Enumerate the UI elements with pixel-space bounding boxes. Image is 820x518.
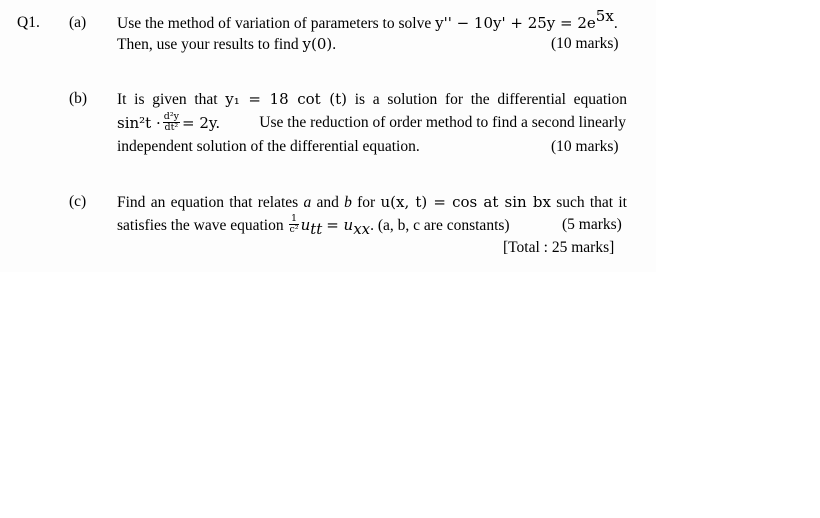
part-c-and: and: [316, 194, 339, 211]
part-c-line2: [117, 212, 510, 239]
part-a-equation: y'' − 10y' + 25y = 2e: [435, 14, 596, 32]
part-c-line1: [117, 192, 627, 213]
part-a-marks: (10 marks): [551, 35, 619, 52]
part-c-constants: . (a, b, c are constants): [370, 217, 510, 234]
part-a-line2: [117, 34, 336, 55]
part-a-line1: [117, 6, 618, 34]
part-b-frac-den: dt²: [164, 121, 179, 133]
part-c-frac-num: 1: [291, 212, 298, 224]
part-a-line2-math: y(0): [302, 35, 333, 53]
part-a-period: .: [613, 15, 618, 32]
part-b-text-1: It is given that: [117, 91, 218, 108]
part-c-text-2: such that it: [556, 194, 627, 211]
part-c-sub-tt: tt: [310, 220, 323, 239]
part-c-var-b: b: [344, 194, 352, 211]
part-c-line2-text: satisfies the wave equation: [117, 217, 284, 234]
part-c-fraction: [289, 214, 298, 235]
part-b-sin-term: sin²t ·: [117, 114, 161, 132]
part-b-derivative: [163, 112, 180, 133]
question-number: Q1.: [17, 14, 40, 31]
part-a-text: Use the method of variation of parameters to solve: [117, 15, 432, 32]
part-c-text-1: Find an equation that relates: [117, 194, 299, 211]
part-c-label: (c): [69, 193, 87, 210]
part-a-label: (a): [69, 14, 87, 31]
part-c-eq: = u: [326, 216, 354, 234]
total-marks: [Total : 25 marks]: [503, 239, 615, 256]
part-b-math-y1: y₁ = 18 cot (t): [225, 90, 347, 108]
part-c-function: u(x, t) = cos at sin bx: [380, 193, 551, 211]
part-a-exponent: 5x: [595, 6, 614, 25]
part-b-line1: [117, 89, 627, 110]
part-b-line3: independent solution of the differential equation.: [117, 138, 420, 155]
part-b-label: (b): [69, 90, 88, 107]
part-b-rhs: = 2y.: [182, 114, 221, 132]
part-c-u: u: [300, 216, 311, 234]
part-b-line2: [117, 110, 626, 135]
part-a-line2-text: Then, use your results to find: [117, 36, 299, 53]
part-b-line2-text: Use the reduction of order method to find a second linearly: [259, 114, 626, 131]
part-c-frac-den: c²: [289, 223, 299, 235]
part-b-frac-num: d²y: [163, 110, 179, 122]
part-c-marks: (5 marks): [562, 216, 622, 233]
part-a-line2-period: .: [332, 36, 337, 53]
part-c-for: for: [357, 194, 376, 211]
part-b-marks: (10 marks): [551, 138, 619, 155]
part-c-sub-xx: xx: [353, 220, 371, 239]
part-c-var-a: a: [303, 194, 312, 211]
part-b-text-2: is a solution for the differential equation: [354, 91, 628, 108]
